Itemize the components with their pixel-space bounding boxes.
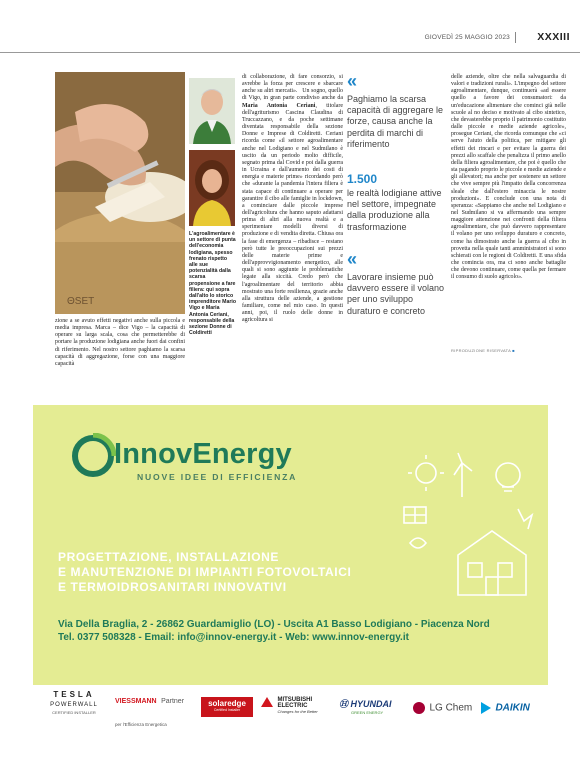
- hyundai-green-energy-logo: [339, 697, 405, 715]
- stat-description: le realtà lodigiane attive nel settore, impegnate dalla produzione alla trasformazione: [347, 188, 442, 232]
- lg-face-icon: [413, 702, 425, 714]
- ad-contacts[interactable]: Tel. 0377 508328 - Email: info@innov-energy.it - Web: www.innov-energy.it: [58, 632, 409, 643]
- hyundai-wordmark: HYUNDAI: [350, 699, 392, 709]
- portrait-mario-vigo: [189, 78, 235, 144]
- flame-icon: [518, 509, 532, 529]
- issue-date: GIOVEDÌ 25 MAGGIO 2023: [424, 34, 510, 41]
- ad-brand-name: InnovEnergy: [114, 438, 292, 470]
- portrait-maria-antonia-ceriani: [189, 150, 235, 226]
- ad-address: Via Della Braglia, 2 - 26862 Guardamiglio (LO) - Uscita A1 Basso Lodigiano - Piacenza Nord: [58, 619, 490, 630]
- quote-mark-icon: «: [347, 249, 358, 269]
- tesla-wordmark: TESLA: [53, 690, 95, 699]
- cheese-photo-illustration: [55, 72, 185, 314]
- pull-quote-2: Lavorare insieme può davvero essere il volano per uno sviluppo duraturo e concreto: [347, 272, 445, 316]
- ad-tagline: NUOVE IDEE DI EFFICIENZA: [137, 472, 298, 482]
- header-separator: [515, 32, 516, 43]
- article-column-3: delle aziende, oltre che nella salvaguardia di valori e tradizioni rurali». L'impegno del settore agroalimentare, dunque, continuerà «ad essere quello a favore dei consumatori: da un'educazione alimentare che cominci già nelle scuole al no deciso e motivato al cibo sintetico, che devasterebbe proprio il patrimonio costituito dalle piccole e medie aziende agricole», prosegue Ceriani, che ricorda comunque che «ci serve l'aiuto della politica, per mitigare gli effetti dei rincari e per evitare la guerra dei prezzi allo scaffale che penalizza il primo anello della filiera agroalimentare, che poi è quello che sta pagando proprio le piccole e medie aziende e gli allevatori; ma anche per sostenere un settore che vive sempre più l'impatto della concorrenza sleale che dall'estero minaccia le nostre produzioni». E conclude con una nota di speranza: «Sappiamo che anche nel Lodigiano e nel Sudmilano si va affermando una sempre maggiore attenzione nei confronti della filiera agroalimentare, che può davvero rappresentare il volano per uno sviluppo duraturo e concreto, come ha dimostrato anche la guerra al cibo in provetta nella quale tanti amministratori si sono schierati con le regioni di Coldiretti. E una sfida che comincia ora, ma ci sono anche battaglie che devono continuare, come quella per fermare il consumo di suolo agricolo».: [451, 74, 566, 281]
- lg-chem-wordmark: LG Chem: [429, 702, 473, 714]
- viessmann-partner-logo: [115, 690, 205, 727]
- sun-icon: [416, 463, 436, 483]
- ad-headline-line-2: E MANUTENZIONE DI IMPIANTI FOTOVOLTAICI: [58, 565, 352, 579]
- pull-quote-1: Paghiamo la scarsa capacità di aggregare le forze, causa anche la perdita di marchi di riferimento: [347, 94, 444, 149]
- tesla-certified-label: CERTIFIED INSTALLER: [52, 710, 96, 715]
- mitsubishi-diamonds-icon: [261, 697, 273, 707]
- hyundai-h-icon: Ⓗ: [339, 699, 351, 709]
- wind-turbine-icon: [454, 453, 472, 497]
- copyright-note: [451, 348, 566, 353]
- daikin-wordmark: DAIKIN: [495, 702, 530, 714]
- svg-text:ΘSET: ΘSET: [67, 296, 95, 307]
- woman-portrait-illustration: [189, 150, 235, 226]
- innovenergy-logo-icon: [70, 433, 116, 479]
- mitsubishi-tagline: Changes for the Better: [277, 709, 318, 714]
- energy-icons-illustration: [400, 445, 540, 605]
- article-column-2: [242, 74, 343, 324]
- daikin-triangle-icon: [481, 702, 491, 714]
- solaredge-wordmark: solaredge: [208, 699, 246, 708]
- paragraph-body: , titolare dell'agriturismo Cascina Claudina di Truccazzano, e da poche settimane diventata responsabile della sezione Donne e Imprese di Coldiretti. Ceriani ricorda come «il settore agroalimentare anche nel Lodigiano e nel Sudmilano è uscito da un periodo molto difficile, segnato prima dal Covid e poi dalla guerra in Ucraina e dall'aumento dei costi di energia e materie prime» ricordando però che «durante la pandemia l'intera filiera è stata capace di continuare a operare per garantire il cibo alle famiglie in lockdown, a cominciare dalle piccole imprese dell'agricoltura che hanno saputo adattarsi prima di altri alla nuova realtà e a sperimentare modelli diversi di produzione e di vendita diretta. Chiusa ora la fase di emergenza – ribadisce – restano però tutte le preoccupazioni sui prezzi delle materie prime e dell'approvvigionamento energetico, alle quali si sono aggiunte le problematiche legate alla siccità. Credo però che l'agroalimentare del territorio abbia mostrato una forte resilienza, grazie anche alla struttura delle aziende, a gestione familiare, come nel mio caso. In questi anni, poi, il ruolo delle donne in agricoltura si: [242, 102, 343, 324]
- header-rule: [0, 52, 580, 53]
- article-column-1: zione a se avuto effetti negativi anche sulla piccola e media impresa. Marca – dice Vigo – la capacità di operare su larga scala, cosa che permetterebbe di portare la produzione lodigiana anche fuori dai confini di riferimento. Nel nostro settore paghiamo la scarsa capacità di aggregazione, forse con una maggiore capacità: [55, 318, 185, 367]
- viessmann-subtitle: per l'Efficienza Energetica: [115, 722, 167, 727]
- electric-wordmark: ELECTRIC: [277, 703, 308, 709]
- page-number: XXXIII: [537, 31, 570, 43]
- ad-contact-block: [58, 618, 538, 644]
- column-2-lead: di collaborazione, di fare consorzio, si avrebbe la forza per crescere e sbarcare anche su altri mercati».: [242, 74, 343, 95]
- copyright-text: RIPRODUZIONE RISERVATA: [451, 348, 511, 353]
- solaredge-certified-label: Certified Installer: [213, 708, 241, 712]
- mitsubishi-wordmark: MITSUBISHI: [277, 697, 313, 703]
- interviewee-name: Maria Antonia Ceriani: [242, 102, 316, 109]
- ad-headline-line-1: PROGETTAZIONE, INSTALLAZIONE: [58, 550, 280, 564]
- lightbulb-icon: [496, 463, 520, 487]
- lg-chem-logo: [413, 699, 483, 717]
- daikin-logo: [481, 699, 546, 717]
- solaredge-logo: [201, 697, 253, 717]
- quote-mark-icon: «: [347, 71, 358, 91]
- stat-number: 1.500: [347, 172, 378, 186]
- tesla-powerwall-logo: [43, 690, 105, 715]
- viessmann-partner-label: Partner: [161, 698, 185, 705]
- partner-logos-strip: [33, 685, 548, 730]
- ad-headline-line-3: E TERMOIDROSANITARI INNOVATIVI: [58, 580, 287, 594]
- ad-headline: [58, 550, 408, 595]
- hyundai-subtitle: GREEN ENERGY: [351, 710, 384, 715]
- viessmann-wordmark: VIESSMANN: [115, 698, 157, 705]
- mitsubishi-electric-logo: [261, 697, 341, 715]
- leaf-icon: [410, 538, 426, 548]
- photo-caption: L'agroalimentare è un settore di punta dell'economia lodigiana, spesso frenato rispetto alle sue potenzialità dalla scarsa propensione a fare filiera: qui sopra dall'alto lo storico imprenditore Mario Vigo e Maria Antonia Ceriani, responsabile della sezione Donne di Coldiretti: [189, 231, 236, 337]
- powerwall-label: POWERWALL: [50, 702, 98, 708]
- cheese-cutting-photo: [55, 72, 185, 314]
- man-portrait-illustration: [189, 78, 235, 144]
- end-arrow-icon: ■: [512, 348, 516, 353]
- paragraph-intro: Un sogno, quello di Vigo, in gran parte condiviso anche da: [242, 88, 343, 102]
- column-2-paragraph: [242, 88, 343, 323]
